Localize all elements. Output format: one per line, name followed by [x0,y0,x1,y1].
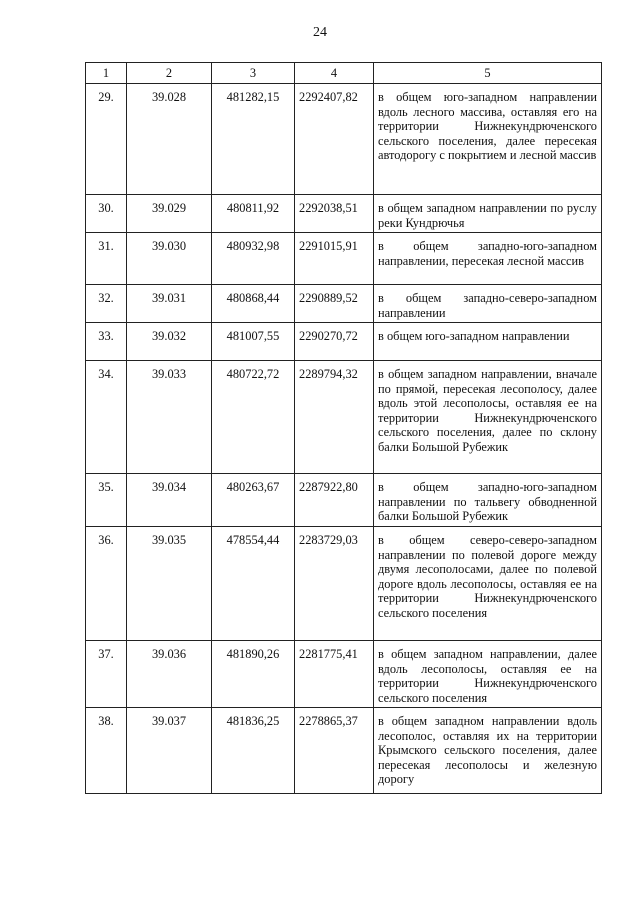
coord-x: 480722,72 [212,361,295,474]
coord-y: 2292407,82 [295,84,374,195]
row-number: 35. [86,474,127,527]
coord-y: 2283729,03 [295,527,374,641]
coord-x: 480932,98 [212,233,295,285]
table-row [86,285,602,323]
header-col-5: 5 [374,63,602,84]
page-number: 24 [313,25,327,40]
row-number: 38. [86,708,127,794]
boundary-description: в общем западном направлении, вначале по прямой, пересекая лесополосу, далее вдоль этой лесополосы, оставляя ее на территории Нижнекундрюченского сельского поселения, далее по склону балки Большой Рубежик [374,361,602,474]
header-col-1: 1 [86,63,127,84]
coord-x: 481890,26 [212,641,295,708]
point-id: 39.031 [127,285,212,323]
boundary-description: в общем юго-западном направлении вдоль лесного массива, оставляя его на территории Нижнекундрюченского сельского поселения, далее пересекая автодорогу с покрытием и лесной массив [374,84,602,195]
boundary-description: в общем западно-юго-западном направлении, пересекая лесной массив [374,233,602,285]
row-number: 36. [86,527,127,641]
point-id: 39.029 [127,195,212,233]
boundary-description: в общем западном направлении, далее вдоль лесополосы, оставляя ее на территории Нижнекундрюченского сельского поселения [374,641,602,708]
coord-x: 480263,67 [212,474,295,527]
boundary-points-table [85,62,602,794]
table-row [86,323,602,361]
coord-x: 480868,44 [212,285,295,323]
boundary-description: в общем юго-западном направлении [374,323,602,361]
coord-x: 481836,25 [212,708,295,794]
point-id: 39.035 [127,527,212,641]
row-number: 37. [86,641,127,708]
row-number: 31. [86,233,127,285]
point-id: 39.034 [127,474,212,527]
row-number: 29. [86,84,127,195]
header-col-2: 2 [127,63,212,84]
coord-y: 2291015,91 [295,233,374,285]
boundary-description: в общем северо-северо-западном направлении по полевой дороге между двумя лесополосами, далее по полевой дороге вдоль лесополосы, оставляя ее на территории Нижнекундрюченского сельского поселения [374,527,602,641]
boundary-description: в общем западном направлении по руслу реки Кундрючья [374,195,602,233]
coord-x: 478554,44 [212,527,295,641]
boundary-description: в общем западном направлении вдоль лесополос, оставляя их на территории Крымского сельского поселения, далее пересекая лесополосы и железную дорогу [374,708,602,794]
coord-x: 481282,15 [212,84,295,195]
coord-y: 2281775,41 [295,641,374,708]
table-row [86,708,602,794]
point-id: 39.028 [127,84,212,195]
table-row [86,361,602,474]
table-row [86,641,602,708]
row-number: 33. [86,323,127,361]
coord-x: 481007,55 [212,323,295,361]
row-number: 30. [86,195,127,233]
coord-y: 2289794,32 [295,361,374,474]
boundary-description: в общем западно-юго-западном направлении по тальвегу обводненной балки Большой Рубежик [374,474,602,527]
row-number: 32. [86,285,127,323]
coord-y: 2292038,51 [295,195,374,233]
table-row [86,527,602,641]
row-number: 34. [86,361,127,474]
table-header-row [86,63,602,84]
table-row [86,474,602,527]
point-id: 39.037 [127,708,212,794]
coord-y: 2290889,52 [295,285,374,323]
point-id: 39.032 [127,323,212,361]
point-id: 39.036 [127,641,212,708]
coord-y: 2287922,80 [295,474,374,527]
coord-y: 2278865,37 [295,708,374,794]
header-col-4: 4 [295,63,374,84]
table-row [86,233,602,285]
coord-x: 480811,92 [212,195,295,233]
table-row [86,195,602,233]
coord-y: 2290270,72 [295,323,374,361]
header-col-3: 3 [212,63,295,84]
boundary-description: в общем западно-северо-западном направлении [374,285,602,323]
point-id: 39.030 [127,233,212,285]
table-row [86,84,602,195]
point-id: 39.033 [127,361,212,474]
